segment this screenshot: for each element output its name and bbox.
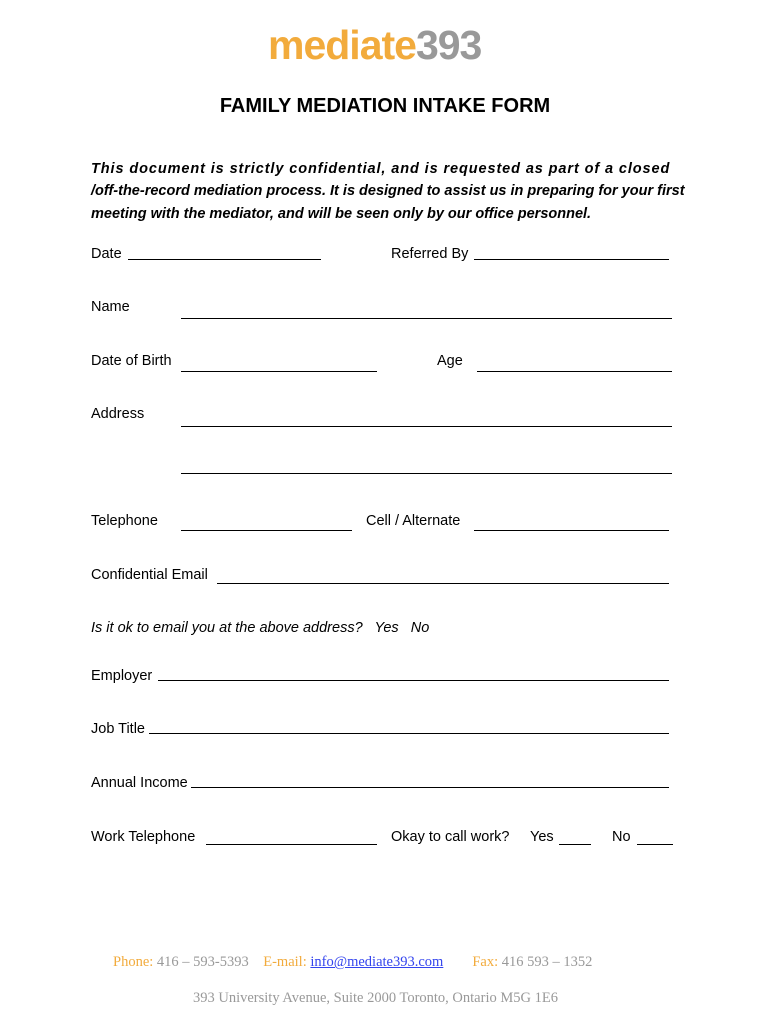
email-label: Confidential Email [91,567,208,583]
employer-label: Employer [91,668,153,684]
dob-field[interactable] [181,371,377,372]
job-title-field[interactable] [149,733,669,734]
referred-by-label: Referred By [391,246,469,262]
logo-brand: mediate [268,22,416,68]
mediate393-logo [268,22,481,68]
name-field[interactable] [181,318,672,319]
call-work-yes-label: Yes [530,829,554,845]
footer-contact [113,954,592,971]
address-field-1[interactable] [181,426,672,427]
job-title-label: Job Title [91,721,145,737]
intro-line-1: This document is strictly confidential, and is requested as part of a closed [91,161,671,177]
dob-label: Date of Birth [91,353,172,369]
cell-field[interactable] [474,530,669,531]
call-work-no-field[interactable] [637,844,673,845]
intro-line-3: meeting with the mediator, and will be seen only by our office personnel. [91,206,592,222]
email-link[interactable]: info@mediate393.com [310,954,444,970]
page-title: FAMILY MEDIATION INTAKE FORM [219,95,551,117]
date-field[interactable] [128,259,321,260]
telephone-field[interactable] [181,530,352,531]
footer-address: 393 University Avenue, Suite 2000 Toronto, Ontario M5G 1E6 [193,990,558,1006]
work-telephone-label: Work Telephone [91,829,196,845]
address-label: Address [91,406,145,422]
email-label-footer: E-mail: [263,954,307,970]
referred-by-field[interactable] [474,259,669,260]
telephone-label: Telephone [91,513,158,529]
age-label: Age [437,353,463,369]
fax-label: Fax: [472,954,499,970]
phone-number: 416 – 593-5393 [156,954,249,970]
call-work-label: Okay to call work? [391,829,510,845]
call-work-yes-field[interactable] [559,844,591,845]
address-field-2[interactable] [181,473,672,474]
income-label: Annual Income [91,775,188,791]
employer-field[interactable] [158,680,669,681]
email-permission-question: Is it ok to email you at the above address? Yes No [91,620,430,636]
email-field[interactable] [217,583,669,584]
call-work-no-label: No [612,829,631,845]
cell-label: Cell / Alternate [366,513,461,529]
age-field[interactable] [477,371,672,372]
work-telephone-field[interactable] [206,844,377,845]
fax-number: 416 593 – 1352 [501,954,593,970]
name-label: Name [91,299,130,315]
phone-label: Phone: [113,954,154,970]
income-field[interactable] [191,787,669,788]
date-label: Date [91,246,122,262]
intro-line-2: /off-the-record mediation process. It is designed to assist us in preparing for your first [91,183,685,199]
logo-number: 393 [415,22,482,68]
